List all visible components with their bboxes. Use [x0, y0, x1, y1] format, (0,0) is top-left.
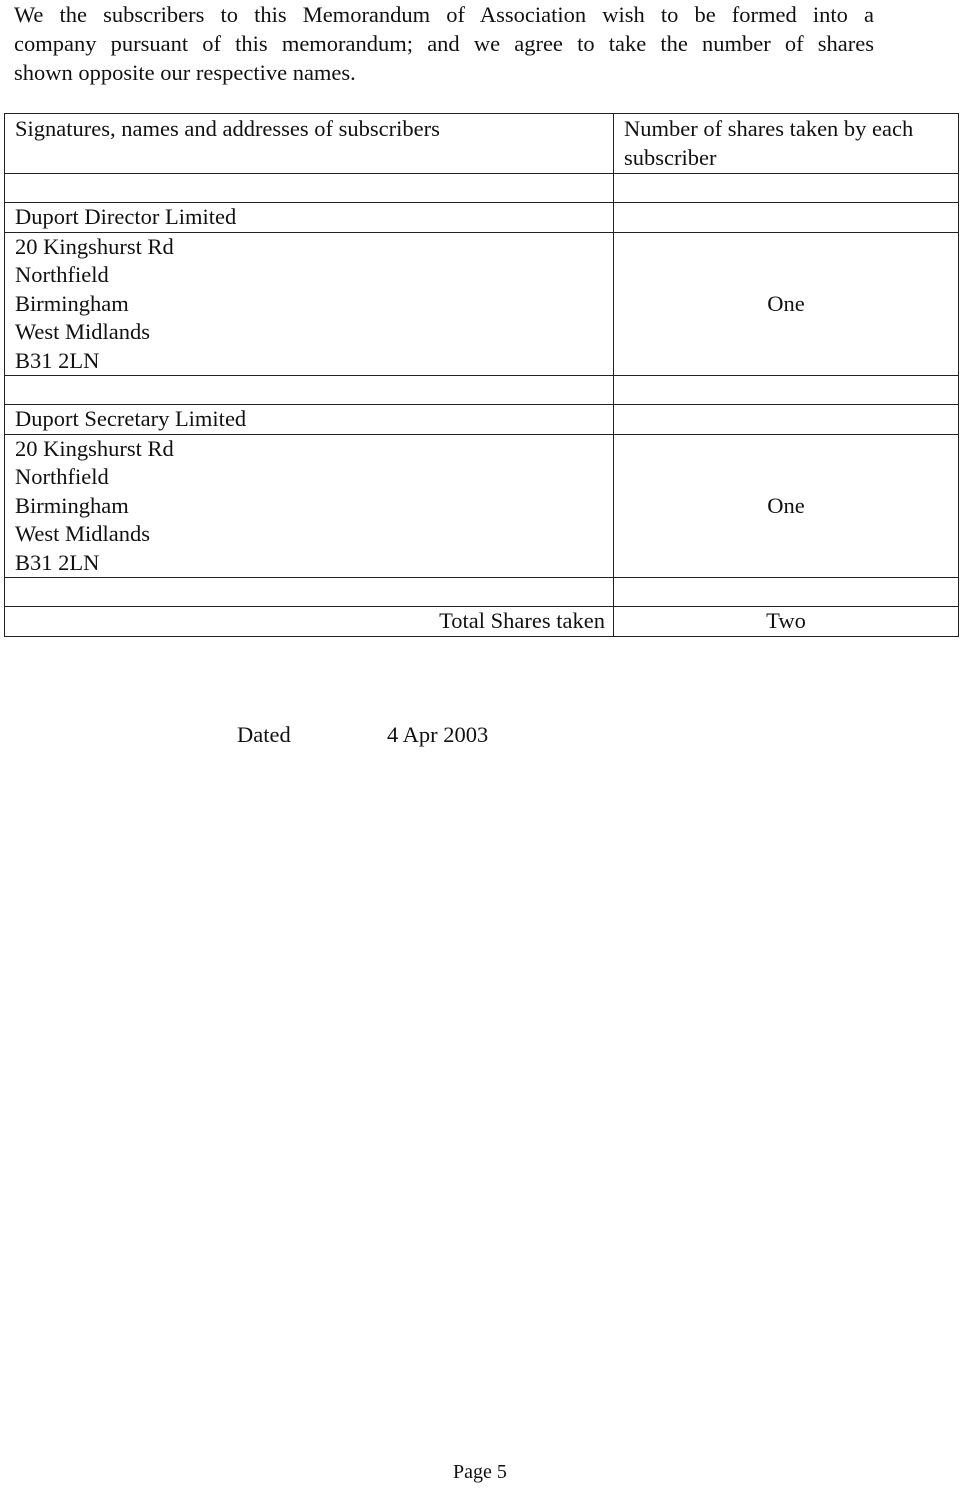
subscriber-1-shares: One [614, 232, 959, 376]
intro-line-2: company pursuant of this memorandum; and we agree to take the number of shares [14, 31, 874, 56]
page-number: Page 5 [453, 1461, 507, 1483]
table-header-row [5, 114, 959, 174]
header-shares [614, 114, 959, 174]
total-shares-value: Two [614, 607, 959, 637]
subscriber-1-address-line: 20 Kingshurst Rd [15, 233, 174, 259]
dated-date: 4 Apr 2003 [387, 722, 489, 747]
subscribers-table [4, 113, 959, 637]
spacer-row [5, 578, 959, 607]
intro-line-3: shown opposite our respective names. [14, 60, 356, 85]
header-signatures: Signatures, names and addresses of subscribers [5, 114, 614, 174]
subscriber-1-address-line: West Midlands [15, 319, 151, 344]
subscriber-2-address-line: B31 2LN [15, 549, 100, 575]
intro-line-1: We the subscribers to this Memorandum of Association wish to be formed into a [14, 2, 874, 27]
total-shares-label: Total Shares taken [5, 607, 614, 637]
header-shares-line1: Number of shares taken by each [624, 116, 914, 141]
subscriber-1-address [5, 232, 614, 376]
subscriber-2-name-row [5, 405, 959, 435]
subscriber-2-name: Duport Secretary Limited [5, 405, 614, 435]
subscriber-2-address-line: Northfield [15, 464, 109, 489]
subscriber-1-address-line: Birmingham [15, 290, 129, 316]
subscriber-1-address-line: Northfield [15, 262, 109, 287]
subscriber-2-address-line: 20 Kingshurst Rd [15, 435, 174, 461]
subscriber-1-name-row [5, 203, 959, 233]
subscriber-2-shares: One [614, 434, 959, 578]
subscriber-1-address-line: B31 2LN [15, 347, 100, 373]
subscriber-2-address-line: West Midlands [15, 521, 151, 546]
spacer-row [5, 174, 959, 203]
subscriber-1-name: Duport Director Limited [5, 203, 614, 233]
intro-paragraph [14, 0, 874, 87]
subscriber-1-row [5, 232, 959, 376]
dated-label: Dated [237, 722, 291, 747]
dated-line [237, 720, 488, 750]
subscriber-2-address [5, 434, 614, 578]
subscriber-2-address-line: Birmingham [15, 492, 129, 518]
header-shares-line2: subscriber [624, 144, 717, 170]
subscriber-2-row [5, 434, 959, 578]
total-row [5, 607, 959, 637]
spacer-row [5, 376, 959, 405]
